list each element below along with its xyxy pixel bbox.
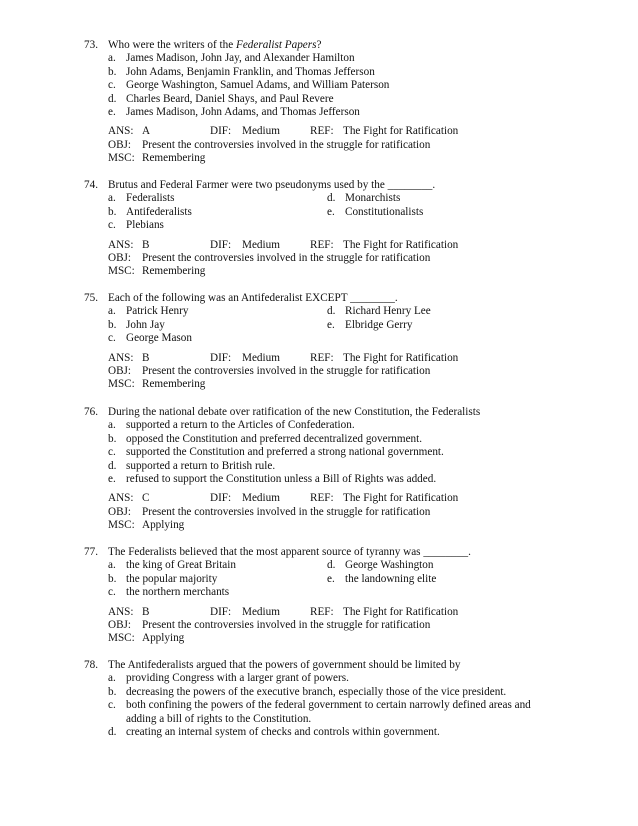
difficulty-value: Medium	[242, 351, 280, 364]
reference-value: The Fight for Ratification	[343, 351, 459, 364]
option-letter: b.	[108, 318, 117, 331]
question-76	[84, 406, 554, 533]
option-letter: a.	[108, 419, 116, 432]
answer-metadata	[84, 125, 554, 165]
ref-label: REF:	[310, 125, 334, 138]
answer-options	[84, 305, 554, 345]
option-letter: c.	[108, 586, 116, 599]
question-77	[84, 546, 554, 646]
ans-label: ANS:	[108, 238, 134, 251]
question-73	[84, 39, 554, 166]
answer-options	[84, 52, 554, 119]
option-c	[108, 79, 554, 92]
dif-label: DIF:	[210, 605, 232, 618]
question-stem	[84, 546, 554, 559]
msc-value: Remembering	[142, 265, 206, 278]
difficulty-value: Medium	[242, 605, 280, 618]
option-text: George Washington	[345, 559, 434, 572]
answer-value: B	[142, 351, 150, 364]
stem-text-part: ?	[316, 39, 322, 51]
option-b	[108, 319, 327, 332]
option-letter: a.	[108, 52, 116, 65]
reference-value: The Fight for Ratification	[343, 492, 459, 505]
option-text: decreasing the powers of the executive branch, especially those of the vice president.	[126, 685, 507, 698]
option-b	[108, 206, 327, 219]
answer-row	[108, 492, 554, 505]
ref-label: REF:	[310, 238, 334, 251]
option-text: James Madison, John Jay, and Alexander Hamilton	[126, 52, 355, 65]
ref-label: REF:	[310, 605, 334, 618]
option-text: Richard Henry Lee	[345, 305, 431, 318]
option-text: Constitutionalists	[345, 205, 424, 218]
question-stem	[84, 39, 554, 52]
option-d	[327, 559, 546, 572]
option-letter: c.	[108, 332, 116, 345]
question-74	[84, 179, 554, 279]
option-b	[108, 66, 554, 79]
option-text: Elbridge Gerry	[345, 318, 413, 331]
msc-label: MSC:	[108, 265, 135, 278]
difficulty-value: Medium	[242, 492, 280, 505]
stem-italic-title: Federalist Papers	[235, 39, 317, 51]
dif-label: DIF:	[210, 351, 232, 364]
option-letter: a.	[108, 672, 116, 685]
ans-label: ANS:	[108, 351, 134, 364]
option-text: Charles Beard, Daniel Shays, and Paul Revere	[126, 92, 334, 105]
option-letter: d.	[108, 459, 117, 472]
difficulty-value: Medium	[242, 238, 280, 251]
answer-row	[108, 125, 554, 138]
option-text: George Mason	[126, 332, 192, 345]
answer-row	[108, 239, 554, 252]
msc-label: MSC:	[108, 152, 135, 165]
option-letter: e.	[108, 106, 116, 119]
ref-label: REF:	[310, 492, 334, 505]
option-letter: b.	[108, 65, 117, 78]
option-b	[108, 573, 327, 586]
option-b	[108, 433, 554, 446]
reference-value: The Fight for Ratification	[343, 125, 459, 138]
msc-value: Remembering	[142, 378, 206, 391]
option-letter: d.	[327, 559, 336, 572]
option-d	[327, 192, 546, 205]
option-c	[108, 586, 554, 599]
option-letter: a.	[108, 305, 116, 318]
objective-value: Present the controversies involved in the struggle for ratification	[142, 619, 431, 632]
objective-value: Present the controversies involved in the struggle for ratification	[142, 365, 431, 378]
option-letter: a.	[108, 559, 116, 572]
answer-row	[108, 606, 554, 619]
option-letter: d.	[327, 192, 336, 205]
option-d	[108, 726, 554, 739]
question-stem	[84, 406, 554, 419]
option-letter: e.	[108, 473, 116, 486]
option-letter: c.	[108, 699, 116, 712]
obj-label: OBJ:	[108, 619, 132, 632]
option-text: refused to support the Constitution unless a Bill of Rights was added.	[126, 473, 437, 486]
question-stem	[84, 659, 554, 672]
option-text: creating an internal system of checks and controls within government.	[126, 726, 440, 739]
question-number: 77.	[84, 546, 98, 558]
objective-row	[108, 365, 554, 378]
option-letter: b.	[108, 432, 117, 445]
answer-options	[84, 192, 554, 232]
option-a	[108, 672, 554, 685]
option-a	[108, 559, 327, 572]
option-d	[108, 460, 554, 473]
option-text: the landowning elite	[345, 572, 437, 585]
ans-label: ANS:	[108, 125, 134, 138]
option-e	[108, 106, 554, 119]
dif-label: DIF:	[210, 238, 232, 251]
option-e	[327, 319, 546, 332]
option-b	[108, 686, 554, 699]
answer-options	[84, 419, 554, 486]
answer-metadata	[84, 239, 554, 279]
ref-label: REF:	[310, 351, 334, 364]
option-letter: b.	[108, 572, 117, 585]
option-letter: a.	[108, 192, 116, 205]
msc-row	[108, 265, 554, 278]
option-letter: c.	[108, 219, 116, 232]
answer-value: B	[142, 605, 150, 618]
option-a	[108, 305, 327, 318]
objective-row	[108, 252, 554, 265]
question-78	[84, 659, 554, 739]
answer-metadata	[84, 492, 554, 532]
msc-label: MSC:	[108, 519, 135, 532]
objective-row	[108, 619, 554, 632]
answer-value: C	[142, 492, 150, 505]
question-number: 73.	[84, 39, 98, 51]
answer-options	[84, 559, 554, 599]
stem-text: Brutus and Federal Farmer were two pseudonyms used by the ________.	[108, 179, 436, 191]
option-text: Patrick Henry	[126, 305, 189, 318]
answer-options	[84, 672, 554, 739]
msc-row	[108, 632, 554, 645]
answer-value: B	[142, 238, 150, 251]
question-number: 75.	[84, 292, 98, 304]
objective-row	[108, 139, 554, 152]
option-letter: c.	[108, 446, 116, 459]
option-letter: b.	[108, 205, 117, 218]
option-d	[327, 305, 546, 318]
obj-label: OBJ:	[108, 138, 132, 151]
answer-metadata	[84, 352, 554, 392]
objective-row	[108, 506, 554, 519]
stem-text: Each of the following was an Antifederalist EXCEPT ________.	[108, 292, 398, 304]
option-text: providing Congress with a larger grant of powers.	[126, 672, 349, 685]
option-letter: e.	[327, 572, 335, 585]
option-c	[108, 219, 554, 232]
option-letter: e.	[327, 205, 335, 218]
question-number: 78.	[84, 659, 98, 671]
question-number: 76.	[84, 406, 98, 418]
option-e	[327, 206, 546, 219]
option-text: John Adams, Benjamin Franklin, and Thomas Jefferson	[126, 65, 375, 78]
option-text: the popular majority	[126, 572, 218, 585]
question-number: 74.	[84, 179, 98, 191]
option-c	[108, 446, 554, 459]
difficulty-value: Medium	[242, 125, 280, 138]
reference-value: The Fight for Ratification	[343, 238, 459, 251]
option-text: supported the Constitution and preferred a strong national government.	[126, 446, 444, 459]
option-a	[108, 419, 554, 432]
obj-label: OBJ:	[108, 505, 132, 518]
msc-value: Applying	[142, 519, 185, 532]
stem-text: The Federalists believed that the most apparent source of tyranny was ________.	[108, 546, 471, 558]
question-stem	[84, 179, 554, 192]
msc-row	[108, 519, 554, 532]
objective-value: Present the controversies involved in the struggle for ratification	[142, 252, 431, 265]
answer-row	[108, 352, 554, 365]
option-letter: d.	[108, 92, 117, 105]
msc-row	[108, 378, 554, 391]
option-letter: d.	[327, 305, 336, 318]
option-letter: b.	[108, 685, 117, 698]
option-text: opposed the Constitution and preferred decentralized government.	[126, 432, 423, 445]
option-c	[108, 699, 554, 726]
objective-value: Present the controversies involved in the struggle for ratification	[142, 505, 431, 518]
option-text: Plebians	[126, 219, 164, 232]
option-text: Antifederalists	[126, 205, 192, 218]
option-c	[108, 332, 554, 345]
option-text: Monarchists	[345, 192, 401, 205]
option-text: James Madison, John Adams, and Thomas Jefferson	[126, 106, 360, 119]
option-text: supported a return to the Articles of Confederation.	[126, 419, 355, 432]
msc-value: Applying	[142, 632, 185, 645]
msc-label: MSC:	[108, 632, 135, 645]
option-d	[108, 93, 554, 106]
stem-text: During the national debate over ratification of the new Constitution, the Federalists	[108, 406, 481, 418]
answer-metadata	[84, 606, 554, 646]
option-a	[108, 192, 327, 205]
msc-label: MSC:	[108, 378, 135, 391]
dif-label: DIF:	[210, 492, 232, 505]
reference-value: The Fight for Ratification	[343, 605, 459, 618]
msc-value: Remembering	[142, 152, 206, 165]
option-text: Federalists	[126, 192, 175, 205]
ans-label: ANS:	[108, 492, 134, 505]
answer-value: A	[142, 125, 151, 138]
option-text: the king of Great Britain	[126, 559, 236, 572]
option-text: supported a return to British rule.	[126, 459, 276, 472]
stem-text: The Antifederalists argued that the powers of government should be limited by	[108, 659, 461, 671]
ans-label: ANS:	[108, 605, 134, 618]
option-text: the northern merchants	[126, 586, 230, 599]
option-letter: d.	[108, 726, 117, 739]
objective-value: Present the controversies involved in the struggle for ratification	[142, 138, 431, 151]
msc-row	[108, 152, 554, 165]
option-e	[108, 473, 554, 486]
option-letter: e.	[327, 318, 335, 331]
option-text: John Jay	[126, 318, 165, 331]
obj-label: OBJ:	[108, 252, 132, 265]
option-letter: c.	[108, 79, 116, 92]
obj-label: OBJ:	[108, 365, 132, 378]
option-e	[327, 573, 546, 586]
option-text: both confining the powers of the federal government to certain narrowly defined areas and adding a bill of rights to the Constitution.	[126, 699, 531, 725]
option-text: George Washington, Samuel Adams, and William Paterson	[126, 79, 390, 92]
dif-label: DIF:	[210, 125, 232, 138]
question-stem	[84, 292, 554, 305]
stem-text-part: Who were the writers of the	[108, 39, 236, 51]
question-75	[84, 292, 554, 392]
option-a	[108, 52, 554, 65]
